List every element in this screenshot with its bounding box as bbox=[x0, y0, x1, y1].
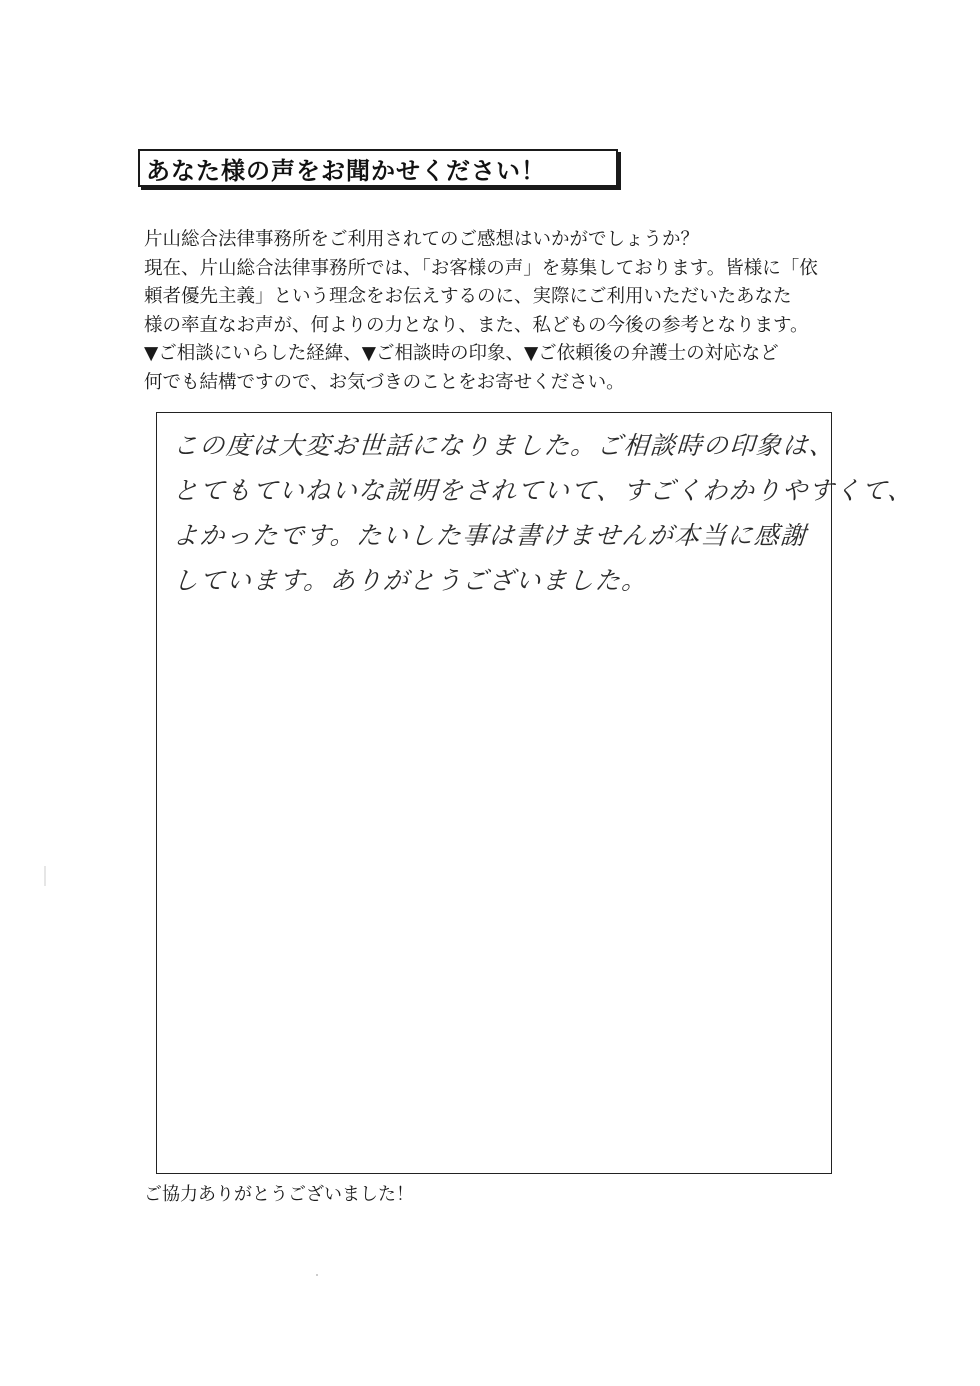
handwritten-comment bbox=[171, 423, 916, 603]
intro-line: ▼ご相談にいらした経緯、▼ご相談時の印象、▼ご依頼後の弁護士の対応など bbox=[144, 343, 779, 365]
intro-text bbox=[144, 226, 844, 398]
comment-line: この度は大変お世話になりました。ご相談時の印象は、 bbox=[171, 431, 837, 460]
intro-line: 片山総合法律事務所をご利用されてのご感想はいかがでしょうか？ bbox=[144, 229, 700, 250]
page-title-box bbox=[138, 149, 618, 187]
page-title: あなた様の声をお聞かせください！ bbox=[146, 156, 546, 185]
intro-line: 頼者優先主義」という理念をお伝えするのに、実際にご利用いただいたあなた bbox=[144, 286, 792, 308]
closing-thanks: ご協力ありがとうございました！ bbox=[144, 1184, 414, 1205]
scan-artifact bbox=[44, 866, 46, 886]
intro-line: 何でも結構ですので、お気づきのことをお寄せください。 bbox=[144, 371, 625, 393]
intro-line: 様の率直なお声が、何よりの力となり、また、私どもの今後の参考となります。 bbox=[144, 314, 809, 336]
comment-box bbox=[156, 412, 916, 1174]
comment-line: よかったです。たいした事は書けませんが本当に感謝 bbox=[171, 521, 809, 550]
intro-line: 現在、片山総合法律事務所では、「お客様の声」を募集しております。皆様に「依 bbox=[144, 257, 818, 279]
scan-artifact bbox=[316, 1274, 318, 1276]
comment-line: しています。ありがとうございました。 bbox=[171, 566, 650, 595]
comment-line: とてもていねいな説明をされていて、すごくわかりやすくて、 bbox=[171, 476, 916, 505]
